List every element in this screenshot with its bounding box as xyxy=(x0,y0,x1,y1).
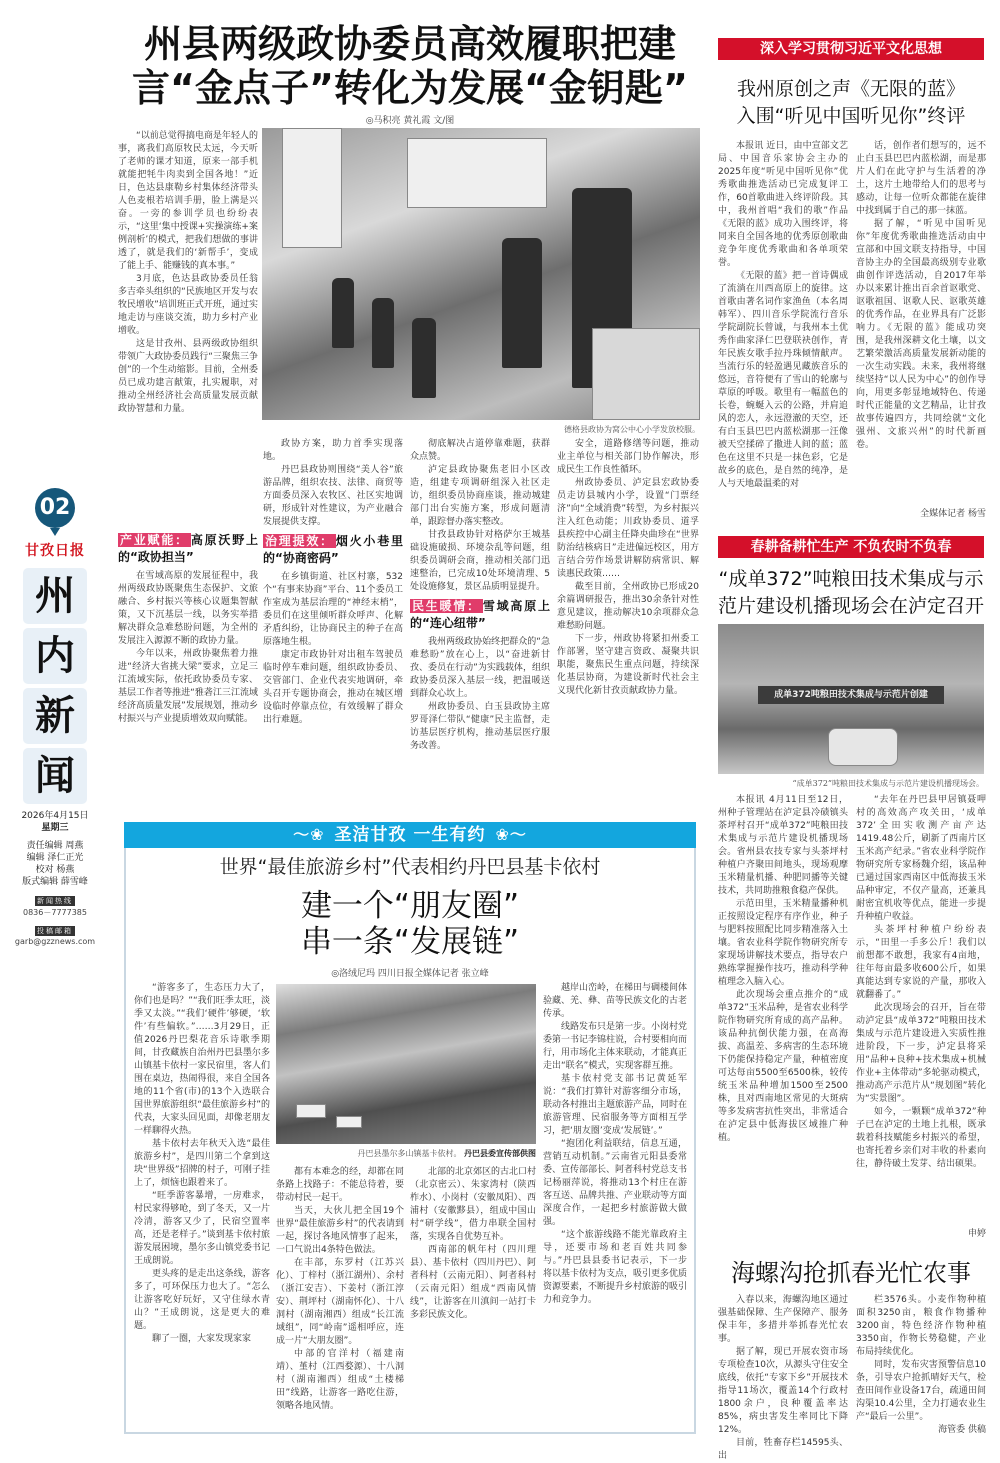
newspaper-logo: 甘孜日报 xyxy=(25,543,85,559)
farming-column-1 xyxy=(718,794,848,1240)
subheading-governance xyxy=(263,533,403,567)
email-address[interactable]: garb@gzznews.com xyxy=(14,937,96,946)
auspicious-cloud-icon: ❀〜 xyxy=(495,825,527,844)
feature-byline: ◎洛绒尼玛 四川日报全媒体记者 张立峰 xyxy=(331,969,489,979)
paragraph: 线路发布只是第一步。小岗村党委第一书记李锦柱说，合村要相向而行，用市场化主体来联动，才能真正走出“联名”模式，实现客群互推。 xyxy=(543,1022,688,1071)
feature-photo-caption xyxy=(276,1148,536,1159)
culture-column-1 xyxy=(718,140,848,518)
editor-credit: 编辑 泽仁正光 xyxy=(26,853,84,863)
feature-photo xyxy=(276,984,536,1144)
paragraph: 当天，大伙儿把全国19个世界“最佳旅游乡村”的代表请到一起，探讨各地风情事了起来，一口气说出4条特色做法。 xyxy=(276,1206,404,1255)
paragraph: 示范田里，玉米精量播种机正按照设定程序有序作业，种子与肥料按照配比同步精准落入土壤。省农业科学院作物研究所专家现场讲解技术要点，指导农户熟练掌握操作技巧，推动科学种植理念入脑入心。 xyxy=(718,899,848,987)
paragraph: 话，创作者们想写的，远不止白玉县巴巴内蓝松湖，而是那片人们在此守护与生活着的净土，这片土地带给人们的思考与感动，让每一位听众都能在旋律中找到属于自己的那一抹蓝。 xyxy=(856,141,986,216)
paragraph: 都有本难念的经，却都在同条路上找路子：不能总待着，要带动村民一起干。 xyxy=(276,1167,404,1203)
paragraph: 北部的北京郊区的古北口村（北京密云）、朱家湾村（陕西柞水）、小岗村（安徽凤阳）、西浦村（安徽黟县），组成中国山村“研学线”，借力串联全国村落，实现各自优势互补。 xyxy=(410,1167,537,1242)
paragraph: 据了解，现已开展农资市场专项检查10次，从源头守住安全底线，依托“专家下乡”开展技术指导11场次，覆盖14个行政村1800余户，良种覆盖率达85%，病虫害发生率同比下降12%。 xyxy=(718,1347,848,1435)
page-sidebar xyxy=(0,480,110,946)
farming-photo-caption: “成单372”吨粮田技术集成与示范片建设机播现场会。 xyxy=(792,779,984,788)
paragraph: 本报讯 4月11日至12日，州种子管理站在泸定县冷碛镇头茶坪村召开“成单372”吨粮田技术集成与示范片建设机播现场会。省州县农技专家与头茶坪村种植户齐聚田间地头，现场观摩玉米精量机播、种肥同播等关键技术，共同助推粮食稳产保供。 xyxy=(718,795,848,896)
paragraph: 中部的官洋村（福建南靖）、堇村（江西婺源）、十八洞村（湖南湘西）组成“土楼梯田”线路，让游客一路吃住游，领略各地风情。 xyxy=(276,1349,404,1411)
hotline-label: 新闻热线 xyxy=(37,897,73,905)
subheading-text: 高原沃野上的“政协担当” xyxy=(118,533,258,564)
subheading-text: 烟火小巷里的“协商密码” xyxy=(263,534,403,565)
farming-headline-line: “成单372”吨粮田技术集成与示 xyxy=(718,568,984,590)
editor-credit: 责任编辑 周燕 xyxy=(26,841,84,851)
photo-uniform-pile xyxy=(592,328,700,420)
photo-adult xyxy=(502,238,542,368)
paragraph: 州政协委员、泸定县宏政协委员走访县城内小学，设置“门票经济”向“全域消费”转型，为乡村振兴注入红色动能；川政协委员、道孚县疾控中心副主任降央曲珍在“世界防治结核病日”走进偏远校区，用方言结合劳作场景讲解防病常识、解读惠民政策…… xyxy=(557,478,699,579)
paragraph: 截至目前，全州政协已形成20余篇调研报告，推出30余条针对性意见建议，推动解决10余项群众急难愁盼问题。 xyxy=(557,582,699,631)
paragraph: 基卡依村去年秋天入选“最佳旅游乡村”，是四川第二个拿到这块“世界级”招牌的村子，可刚子挂上了，烦恼也跟着来了。 xyxy=(134,1139,270,1188)
lead-column-3 xyxy=(410,438,550,818)
photo-seeding-machine xyxy=(828,728,898,766)
paragraph: 入春以来，海螺沟地区通过强基础保障、生产保障产、服务保丰年，多措并举抓春光忙农事。 xyxy=(718,1295,848,1344)
paragraph: 在乡镇街道、社区村寨，532个“有事来协商”平台、11个委员工作室成为基层治理的“神经末梢”，委员们在这里倾听群众呼声、化解矛盾纠纷，让协商民主的种子在高原落地生根。 xyxy=(263,572,403,647)
column-title-char: 新 xyxy=(23,688,87,744)
hailuogou-author: 海管委 供稿 xyxy=(938,1425,986,1435)
paragraph: 基卡依村党支部书记黄延军说：“我们打算针对游客细分市场，联动各村推出主题旅游产品，同时在旅游管理、民宿服务等方面相互学习，把‘朋友圈’变成‘发展链’。” xyxy=(543,1074,688,1136)
paragraph: 政协方案，助力首季实现落地。 xyxy=(263,439,403,462)
paragraph: 3月底，色达县政协委员任翁多吉牵头组织的“民族地区开发与农牧民增收”培训班正式开班，通过实地走访与座谈交流，助力乡村产业增收。 xyxy=(118,274,258,336)
paragraph: 聊了一圈，大家发现家家 xyxy=(152,1334,252,1344)
paragraph: “这个旅游线路不能光靠政府主导，还要市场和老百姓共同参与。”丹巴县县委书记表示，下一步将以基卡依村为支点，吸引更多优质资源要素，不断提升乡村旅游的吸引力和竞争力。 xyxy=(543,1230,688,1305)
culture-headline-line: 我州原创之声《无限的蓝》 xyxy=(736,78,965,100)
lead-column-2 xyxy=(263,438,403,818)
culture-column-2 xyxy=(856,140,986,504)
editor-credit: 校对 杨燕 xyxy=(35,865,75,875)
paragraph: “以前总觉得搞电商是年轻人的事，离我们高原牧民太远，今天听了老师的课才知道，原来一部手机就能把牦牛肉卖到全国各地！”近日，色达县康勒乡村集体经济带头人色麦根若培训手册，脸上满是兴奋。一旁的参训学员也纷纷表示，“这里‘集中授课+实操演练+案例剖析’的模式，把我们想做的事讲透了，就是我们的‘新帮手’，变成了能上手、能赚钱的真本事。” xyxy=(118,131,258,271)
paragraph: 甘孜县政协针对格萨尔王城基础设施破损、环境杂乱等问题，组织委员调研会商，推动相关部门迅速整治，已完成10处环境清理、5处设施修复，景区品质明显提升。 xyxy=(410,530,550,592)
issue-weekday: 星期三 xyxy=(41,823,69,833)
hailuogou-column-1 xyxy=(718,1294,848,1461)
paragraph: 丹巴县政协则围绕“美人谷”旅游品牌，组织农技、法律、商贸等方面委员深入农牧区、社区实地调研，形成针对性建议，为产业融合发展提供支撑。 xyxy=(263,465,403,527)
photo-child xyxy=(412,318,436,398)
subheading-tag: 治理提效： xyxy=(265,534,334,548)
email-label: 投稿邮箱 xyxy=(37,927,73,935)
lead-photo-caption: 德格县政协为窝公中心小学发放校服。 xyxy=(564,425,700,434)
paragraph: 康定市政协针对出租车驾驶员临时停车难问题，组织政协委员、交管部门、企业代表实地调研，牵头召开专题协商会，推动在城区增设临时停靠点位，有效缓解了群众出行难题。 xyxy=(263,650,403,725)
photo-child xyxy=(372,298,394,368)
lead-headline-line: 言“金点子”转化为发展“金钥匙” xyxy=(132,66,688,110)
farming-photo xyxy=(718,624,984,774)
paragraph: 州政协委员、白玉县政协主席罗哥泽仁带队“健康”民主监督，走访基层医疗机构，推动基层医疗服务改善。 xyxy=(410,702,550,751)
culture-headline xyxy=(712,76,990,130)
paragraph: 这是甘孜州、县两级政协组织带领广大政协委员践行“三聚焦三争创”的一个生动缩影。目前，全州委员已成功建言献策，扎实履职，对推动全州经济社会高质量发展贡献政协智慧和力量。 xyxy=(118,339,258,414)
paragraph: 安全，道路修缮等问题，推动业主单位与相关部门协作解决，形成民生工作良性循环。 xyxy=(557,439,699,475)
paragraph: 更头疼的是走出这条线，游客多了，可环保压力也大了。“怎么让游客吃好玩好，又守住绿水青山？”王成朗说，这是更大的难题。 xyxy=(134,1269,270,1331)
page-number-badge: 02 xyxy=(35,488,75,528)
editor-credits xyxy=(0,840,110,888)
subheading-tag: 产业赋能： xyxy=(120,533,189,547)
auspicious-cloud-icon: 〜❀ xyxy=(293,825,325,844)
paragraph: 目前，牲畜存栏14595头、出 xyxy=(718,1438,848,1461)
section-bar-culture: 深入学习贯彻习近平文化思想 xyxy=(718,38,984,60)
editor-credit: 版式编辑 薛雪峰 xyxy=(22,877,88,887)
paragraph: 下一步，州政协将紧扣州委工作部署，坚守建言资政、凝聚共识职能，聚焦民生重点问题，持续深化基层协商，为建设新时代社会主义现代化新甘孜贡献政协力量。 xyxy=(557,634,699,696)
feature-kicker: 世界“最佳旅游乡村”代表相约丹巴县基卡依村 xyxy=(219,856,601,878)
hailuogou-column-2 xyxy=(856,1294,986,1422)
feature-title-line: 建一个“朋友圈” xyxy=(300,888,520,924)
subheading-tag: 民生暖情： xyxy=(412,599,481,613)
culture-author: 全媒体记者 杨雪 xyxy=(920,509,986,519)
lead-headline xyxy=(120,22,700,110)
paragraph: 今年以来，州政协聚焦着力推进“经济大省挑大梁”要求，立足三江流域实际，依托政协委员专家、基层工作者等推进“雅砻江三江流域经济高质量发展”发展规划，推动乡村振兴与产业提质增效双向赋能。 xyxy=(118,649,258,724)
subheading-livelihood xyxy=(410,598,550,632)
column-title-char: 内 xyxy=(23,628,87,684)
feature-photo-credit: 丹巴县委宣传部供图 xyxy=(464,1149,536,1158)
feature-title-line: 串一条“发展链” xyxy=(300,924,520,960)
paragraph: 西南部的帆年村（四川理县）、基卡依村（四川丹巴）、阿者科村（云南元阳）、阿者科村（云南元阳）组成“西南风情线”，让游客在川滇间一站打卡多彩民族文化。 xyxy=(410,1245,537,1320)
column-title-char: 闻 xyxy=(23,748,87,804)
column-title xyxy=(23,568,87,804)
feature-column-3 xyxy=(410,1166,536,1430)
paragraph: 越岸山峦岭，在梯田与碉楼间体验藏、羌、彝、苗等民族文化的古老传承。 xyxy=(543,983,688,1019)
paragraph: “抱团化利益联结，信息互通，营销互动机制。”云南省元阳县委常委、宣传部部长、阿者科村党总支书记杨丽萍说，将推动13个村庄在游客互送、品牌共推、产业联动等方面深度合作，一起把乡村旅游做大做强。 xyxy=(543,1139,688,1227)
photo-village-house xyxy=(336,1116,362,1128)
paragraph: “去年在丹巴县甲居镇聂呷村的高效高产攻关田，‘成单372’全田实收测产亩产达1419.48公斤，刷新了西南片区玉米高产纪录。”省农业科学院作物研究所专家杨魏介绍，该品种已通过国家西南区中低海拔玉米品种审定，不仅产量高，还兼具耐密宜机收等优点，能进一步提升种植户收益。 xyxy=(856,795,986,922)
paragraph: 此次现场会重点推介的“成单372”玉米品种，是省农业科学院作物研究所育成的高产品种。该品种抗倒伏能力强，在高海拔、高温差、多病害的生态环境下仍能保持稳定产量，种植密度可达每亩5500至6500株，较传统玉米品种增加1500至2500株，且对西南地区常见的大斑病等多发病害抗性突出，非常适合在泸定县中低海拔区域推广种植。 xyxy=(718,990,848,1143)
paragraph: 在丰部，东罗村（江苏兴化）、丁梓村（浙江湖州）、余村（浙江安吉）、下姜村（浙江淳安）、荆坪村（湖南怀化）、十八洞村（湖南湘西）组成“长江流域组”，同“岭南”遥相呼应，连成一片“大朋友圈”。 xyxy=(276,1258,404,1346)
photo-village-house xyxy=(296,1104,326,1118)
paragraph: 同时，发布灾害预警信息10条，引导农户抢抓晴好天气，检查田间作业设备17台，疏通田间沟渠10.4公里，全力打通农业生产“最后一公里”。 xyxy=(856,1360,986,1422)
photo-child xyxy=(332,278,354,348)
farming-headline-line: 范片建设机播现场会在泸定召开 xyxy=(717,595,984,617)
culture-headline-line: 入围“听见中国听见你”终评 xyxy=(736,105,966,127)
paragraph: 如今，一颗颗“成单372”种子已在泸定的土地上扎根，既承载着科技赋能乡村振兴的希望，也寄托着乡亲们对丰收的朴素向往，静待破土发芽、结出硕果。 xyxy=(856,1107,986,1169)
paragraph: 我州两级政协始终把群众的“急难愁盼”放在心上，以“奋进新甘孜、委员在行动”为实践载体，组织政协委员深入基层一线，把温暖送到群众心坎上。 xyxy=(410,637,550,699)
section-bar-spring-farming: 春耕备耕忙生产 不负农时不负春 xyxy=(718,536,984,558)
paragraph: “旺季游客暴增，一房难求，村民家得够呛，到了冬天，又一片冷清，游客又少了，民宿空置率高，还是老样子。”谈到基卡依村旅游发展困境，墨尔多山镇党委书记王成朗说。 xyxy=(134,1191,270,1266)
issue-date-block xyxy=(0,810,110,834)
paragraph: 彻底解决占道停靠难题，获群众点赞。 xyxy=(410,439,550,462)
feature-column-2 xyxy=(276,1166,404,1430)
hotline-number: 0836－7777385 xyxy=(23,908,87,917)
paragraph: 泸定县政协聚焦老旧小区改造，组建专项调研组深入社区走访，组织委员协商座谈，推动城建部门出台实施方案，形成问题清单，跟踪督办落实整改。 xyxy=(410,465,550,527)
lead-column-4 xyxy=(557,438,699,818)
feature-banner xyxy=(124,822,696,848)
photo-event-banner: 成单372吨粮田技术集成与示范片创建 xyxy=(758,686,944,704)
feature-column-1 xyxy=(134,982,270,1430)
paragraph: 此次现场会的召开，旨在带动泸定县“成单372”吨粮田技术集成与示范片建设进入实质性推进阶段，下一步，泸定县将采用“品种+良种+技术集成+机械作业+主体带动”多轮驱动模式，推动高产示范片从“规划图”转化为“实景图”。 xyxy=(856,1003,986,1104)
paragraph: 本报讯 近日，由中宣部文艺局、中国音乐家协会主办的2025年度“听见中国听见你”优秀歌曲推选活动已完成复评工作，60首歌曲进入终评阶段。其中，我州首唱“我们的歌”作品《无限的蓝》成功入围终评，将同来自全国各地的优秀原创歌曲竞争年度优秀歌曲和各单项荣誉。 xyxy=(718,141,848,268)
subheading-text: 雪域高原上的“连心纽带” xyxy=(410,599,550,630)
feature-column-4 xyxy=(543,982,687,1430)
column-title-char: 州 xyxy=(23,568,87,624)
paragraph: 头茶坪村种植户纷纷表示，“田里一手多公斤！我们以前想都不敢想，我家有4亩地，往年每亩最多收600公斤，如果真能达到专家说的产量，那收入就翻番了。” xyxy=(856,925,986,1000)
lead-column-1b xyxy=(118,528,258,818)
paragraph: 栏3576头。小麦作物种植面积3250亩，粮食作物播种3200亩，特色经济作物种植3350亩，作物长势稳健，产业布局持续优化。 xyxy=(856,1295,986,1357)
photo-building xyxy=(407,138,547,208)
farming-author: 申婷 xyxy=(967,1229,986,1239)
lead-photo xyxy=(262,128,700,420)
subheading-industry xyxy=(118,532,258,566)
lead-column-1 xyxy=(118,130,258,528)
feature-photo-caption-text: 丹巴县墨尔多山镇基卡依村。 xyxy=(357,1149,462,1158)
lead-headline-line: 州县两级政协委员高效履职把建 xyxy=(143,22,676,66)
paragraph: 据了解，“听见中国听见你”年度优秀歌曲推选活动由中宣部和中国文联支持指导，中国音协主办的全国最高级别专业歌曲创作评选活动，自2017年举办以来累计推出百余首讴歌党、讴歌祖国、讴歌人民、讴歌英雄的优秀作品，在业界具有广泛影响力。《无限的蓝》能成功突围，是我州深耕文化土壤，以文艺繁荣激活高质量发展新动能的一次生动实践。未来，我州将继续坚持“以人民为中心”的创作导向，用更多彰显地域特色、传递时代正能量的文艺精品，让甘孜故事传遍四方，共同绘就“文化强州、文旅兴州”的时代新画卷。 xyxy=(856,219,986,450)
hailuogou-headline: 海螺沟抢抓春光忙农事 xyxy=(731,1259,971,1287)
feature-banner-text: 圣洁甘孜 一生有约 xyxy=(334,825,486,845)
farming-column-2 xyxy=(856,794,986,1226)
lead-byline: ◎马积亮 黄礼霞 文/图 xyxy=(365,116,455,126)
farming-headline xyxy=(712,566,990,620)
paragraph: 《无限的蓝》把一首诗偶成了流淌在川西高原上的旋律。这首歌由著名词作家渔鱼（本名周韩军）、四川音乐学院流行音乐学院副院长曾诚，与我州本土优秀作曲家泽仁巴登联袂创作，青年民族女歌手拉丹珠倾情献声。当流行乐的轻盈遇见藏族音乐的悠远，音符便有了雪山的轮廓与草原的呼吸。歌里有一幅蓝色的长卷，蜿蜒入云的公路，并肩追风的恋人，永远澄澈的天空，还有白玉县巴巴内蓝松湖那一汪像被天空揉碎了撒进人间的蓝；蓝色在这里不只是一抹色彩，它是故乡的底色，是自然的纯净，是人与天地最温柔的对 xyxy=(718,271,848,489)
issue-date: 2026年4月15日 xyxy=(21,811,89,821)
paragraph: “游客多了，生态压力大了，你们也是吗？”“我们旺季太旺，淡季又太淡。”“我们‘硬件’够硬，‘软件’有些偏软。”……3月29日，正值2026丹巴梨花音乐诗歌季期间，甘孜藏族自治州丹巴县墨尔多山镇基卡依村一家民宿里，客人们围在桌边，热闹得很，来自全国各地的11个省(市)的13个入选联合国世界旅游组织“最佳旅游乡村”的代表，大家头回见面，却像老朋友一样聊得火热。 xyxy=(134,983,270,1136)
feature-title xyxy=(124,888,696,960)
photo-building xyxy=(282,128,342,248)
paragraph: 在雪域高原的发展征程中，我州两级政协既聚焦生态保护、文旅融合、乡村振兴等核心议题集智献策，又下沉基层一线，以务实举措解决群众急难愁盼问题，为全州的发展注入源源不断的政协力量。 xyxy=(118,571,258,646)
